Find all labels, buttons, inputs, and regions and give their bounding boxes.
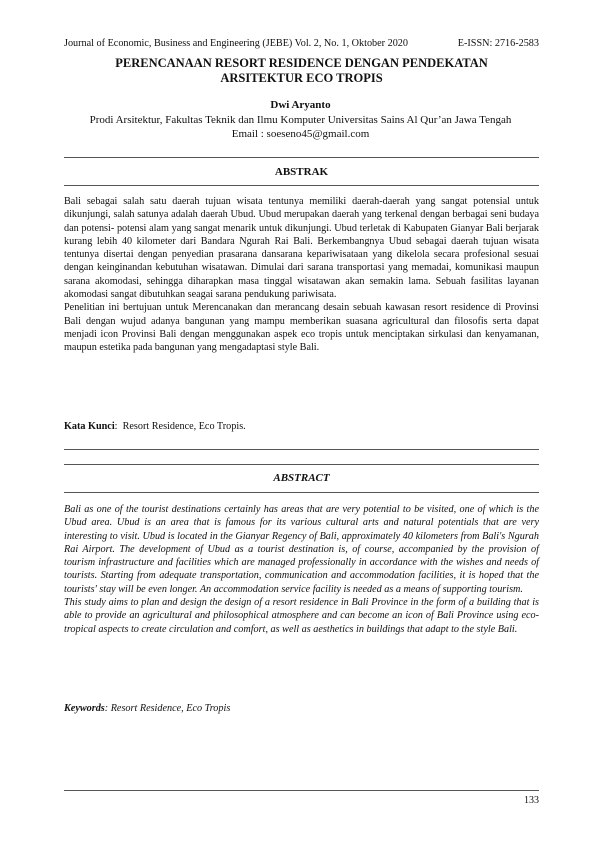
kata-kunci-sep: :: [114, 421, 118, 432]
abstract-heading: ABSTRACT: [273, 472, 330, 484]
title-line-1: PERENCANAAN RESORT RESIDENCE DENGAN PENDEKATAN: [115, 56, 488, 70]
running-header: [64, 38, 539, 49]
abstract-body: [64, 503, 539, 636]
author-name: Dwi Aryanto: [270, 99, 331, 111]
abstrak-paragraph-1: Bali sebagai salah satu daerah tujuan wisata tentunya memiliki daerah-daerah yang sangat potensial untuk dikunjungi, salah satunya adalah daerah Ubud. Ubud merupakan daerah yang terkenal dengan berbagai seni budaya dan potensi- potensi alam yang sangat menarik untuk dikunjungi. Ubud terletak di Kabupaten Gianyar Bali berjarak kurang lebih 40 kilometer dari Bandara Ngurah Rai Bali. Berkembangnya Ubud sebagai daerah tujuan wisata tentunya disertai dengan penyedian prasarana dansarana kepariwisataan yang dikelola secara profesional sesuai dengan keinginandan kebutuhan wisatawan. Dimulai dari sarana transportasi yang memadai, komunikasi maupun sarana akomodasi, sehingga diharapkan masa tinggal wisatawan akan semakin lama. Sebuah fasilitas layanan akomodasi sangat dibutuhkan seagai sarana pendukung pariwisata.: [64, 196, 539, 301]
divider: [64, 492, 539, 493]
divider: [64, 185, 539, 186]
abstract-paragraph-2: This study aims to plan and design the design of a resort residence in Bali Province in the form of a building that is able to provide an agricultural and philosophical atmosphere and can become an icon of Bali Province using eco-tropical aspects to create circulation and comfort, as well as aesthetics in buildings that adapt to the style Bali.: [64, 597, 539, 635]
title-line-2: ARSITEKTUR ECO TROPIS: [220, 71, 383, 85]
keywords-value: Resort Residence, Eco Tropis: [110, 703, 231, 714]
journal-citation: Journal of Economic, Business and Engineering (JEBE) Vol. 2, No. 1, Oktober 2020: [64, 38, 408, 49]
issn: E-ISSN: 2716-2583: [457, 38, 539, 49]
keywords-sep: :: [104, 703, 109, 714]
divider: [64, 464, 539, 465]
keywords: [64, 703, 539, 714]
divider: [64, 449, 539, 450]
page-number: 133: [524, 795, 539, 806]
paper-title: [64, 56, 539, 86]
keywords-label: Keywords: [64, 703, 105, 714]
abstrak-body: [64, 195, 539, 355]
kata-kunci-label: Kata Kunci: [64, 421, 115, 432]
footer-divider: [64, 790, 539, 791]
kata-kunci: [64, 421, 539, 432]
author-affiliation: Prodi Arsitektur, Fakultas Teknik dan Ilmu Komputer Universitas Sains Al Qur’an Jawa Tengah: [89, 113, 512, 126]
abstrak-heading: ABSTRAK: [274, 166, 329, 178]
abstract-paragraph-1: Bali as one of the tourist destinations certainly has areas that are very potential to be visited, one of which is the Ubud area. Ubud is an area that is famous for its various cultural arts and natural potentials that are very interesting to visit. Ubud is located in the Gianyar Regency of Bali, approximately 40 kilometers from Bali's Ngurah Rai Airport. The development of Ubud as a tourist destination is, of course, accompanied by the provision of tourism infrastructure and facilities which are managed professionally in accordance with the wishes and needs of tourists. Starting from adequate transportation, communication and accommodation facilities, it is hoped that the tourists' stay will be even longer. An accommodation service facility is needed as a means of supporting tourism.: [64, 504, 539, 595]
divider: [64, 157, 539, 158]
author-block: [56, 98, 545, 142]
abstrak-paragraph-2: Penelitian ini bertujuan untuk Merencanakan dan merancang desain sebuah kawasan resort residence di Provinsi Bali dengan wujud adanya bangunan yang mampu memberikan suasana agricultural dan filosofis serta dapat menjadi icon Provinsi Bali dengan menggunakan aspek eco tropis untuk menciptakan sirkulasi dan kenyamanan, maupun estetika pada bangunan yang mengadaptasi style Bali.: [64, 302, 539, 354]
author-email: Email : soeseno45@gmail.com: [231, 128, 370, 140]
kata-kunci-value: Resort Residence, Eco Tropis.: [122, 421, 246, 432]
